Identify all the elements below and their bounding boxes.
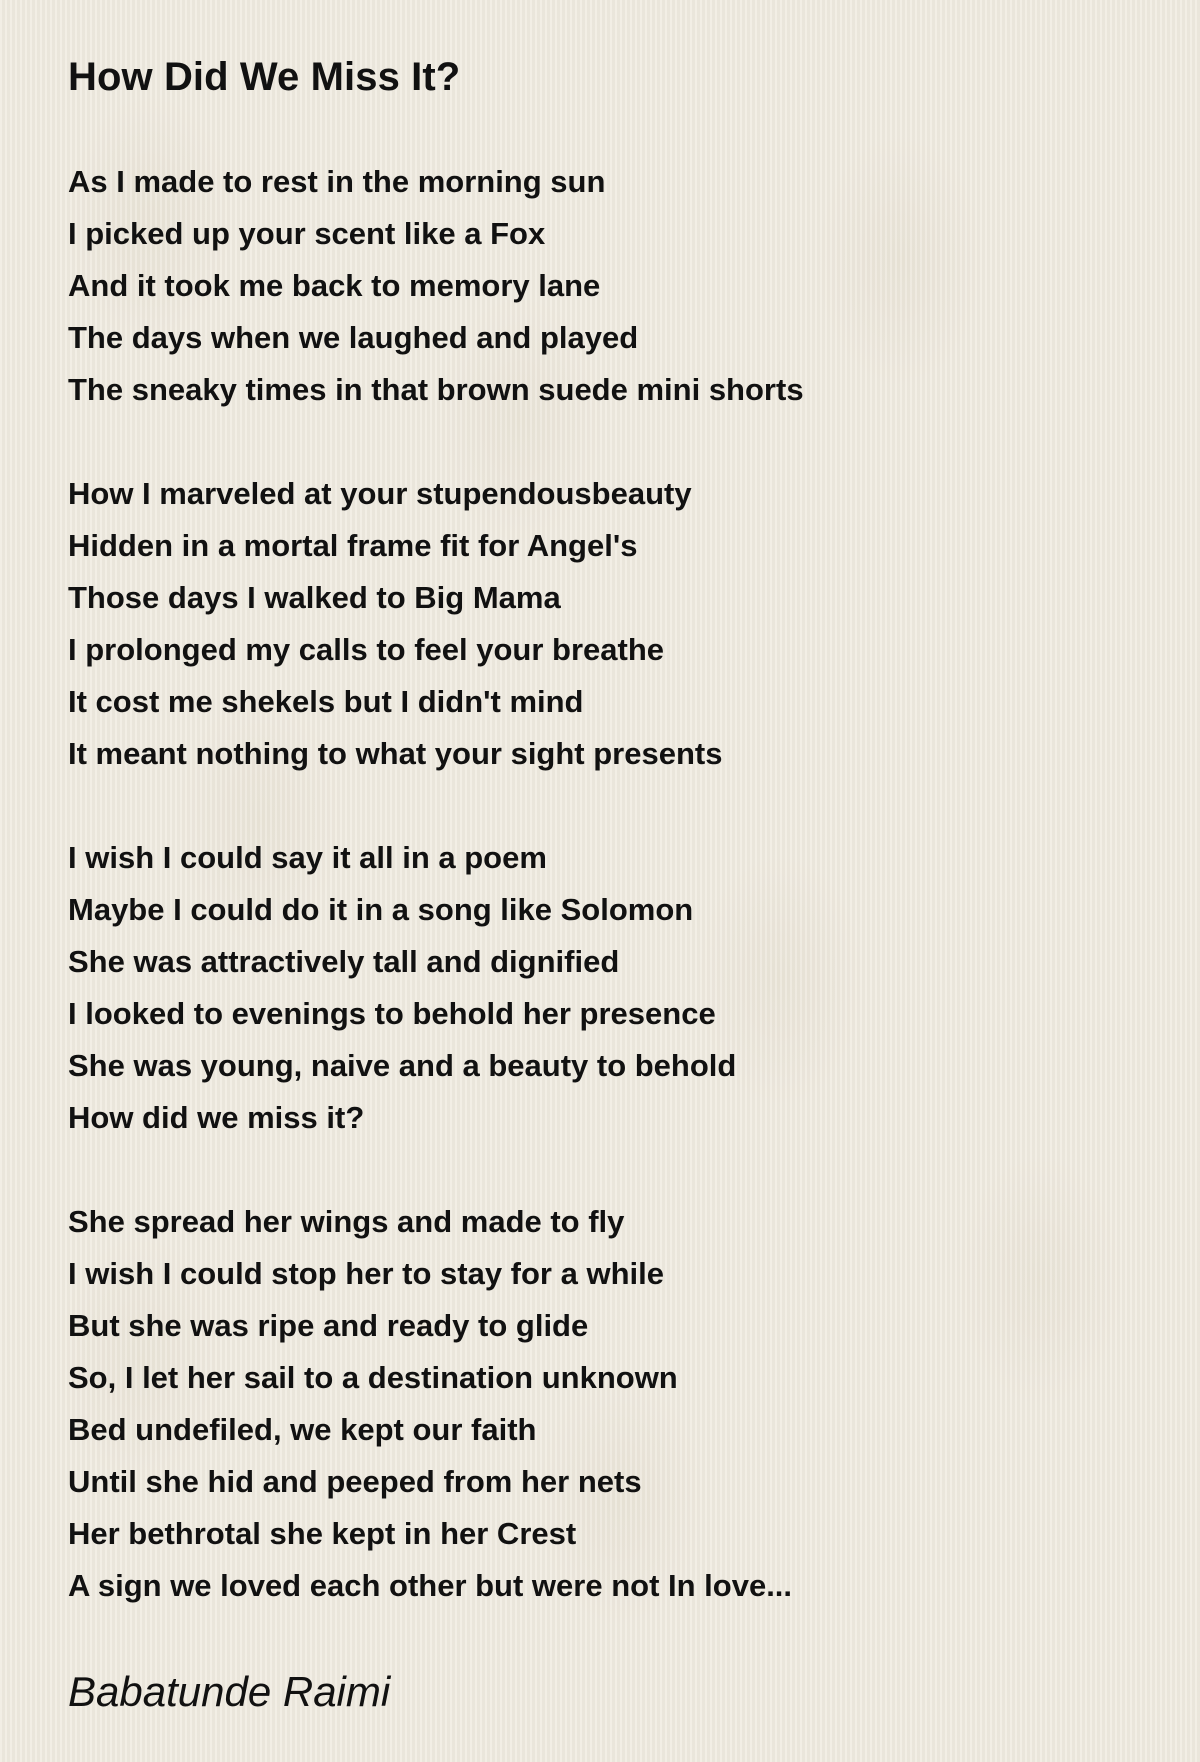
stanza-3 [68, 832, 1128, 1144]
poem-author: Babatunde Raimi [68, 1668, 391, 1715]
poem-line: It cost me shekels but I didn't mind [68, 684, 584, 719]
poem-line: The sneaky times in that brown suede mini shorts [68, 372, 804, 407]
poem-line: Her bethrotal she kept in her Crest [68, 1516, 577, 1551]
poem-title: How Did We Miss It? [68, 55, 461, 99]
poem-line: I prolonged my calls to feel your breathe [68, 632, 665, 667]
poem-line: She was young, naive and a beauty to behold [68, 1048, 737, 1083]
stanza-4 [68, 1196, 1128, 1612]
poem-line: I picked up your scent like a Fox [68, 216, 546, 251]
stanza-2 [68, 468, 1128, 780]
poem-line: How did we miss it? [68, 1100, 365, 1135]
poem-line: It meant nothing to what your sight presents [68, 736, 723, 771]
poem-line: I wish I could say it all in a poem [68, 840, 547, 875]
poem-line: She spread her wings and made to fly [68, 1204, 625, 1239]
poem-line: Hidden in a mortal frame fit for Angel's [68, 528, 638, 563]
poem-page [68, 46, 1128, 1720]
poem-line: She was attractively tall and dignified [68, 944, 620, 979]
poem-line: Until she hid and peeped from her nets [68, 1464, 642, 1499]
poem-line: I looked to evenings to behold her presence [68, 996, 716, 1031]
poem-line: So, I let her sail to a destination unknown [68, 1360, 678, 1395]
poem-line: The days when we laughed and played [68, 320, 639, 355]
poem-line: As I made to rest in the morning sun [68, 164, 606, 199]
poem-line: How I marveled at your stupendousbeauty [68, 476, 692, 511]
poem-line: But she was ripe and ready to glide [68, 1308, 589, 1343]
poem-line: Maybe I could do it in a song like Solomon [68, 892, 694, 927]
poem-line: And it took me back to memory lane [68, 268, 601, 303]
poem-body [68, 156, 1128, 1612]
poem-line: Bed undefiled, we kept our faith [68, 1412, 537, 1447]
poem-line: Those days I walked to Big Mama [68, 580, 561, 615]
stanza-1 [68, 156, 1128, 416]
poem-line: I wish I could stop her to stay for a while [68, 1256, 664, 1291]
poem-line: A sign we loved each other but were not In love... [68, 1568, 793, 1603]
